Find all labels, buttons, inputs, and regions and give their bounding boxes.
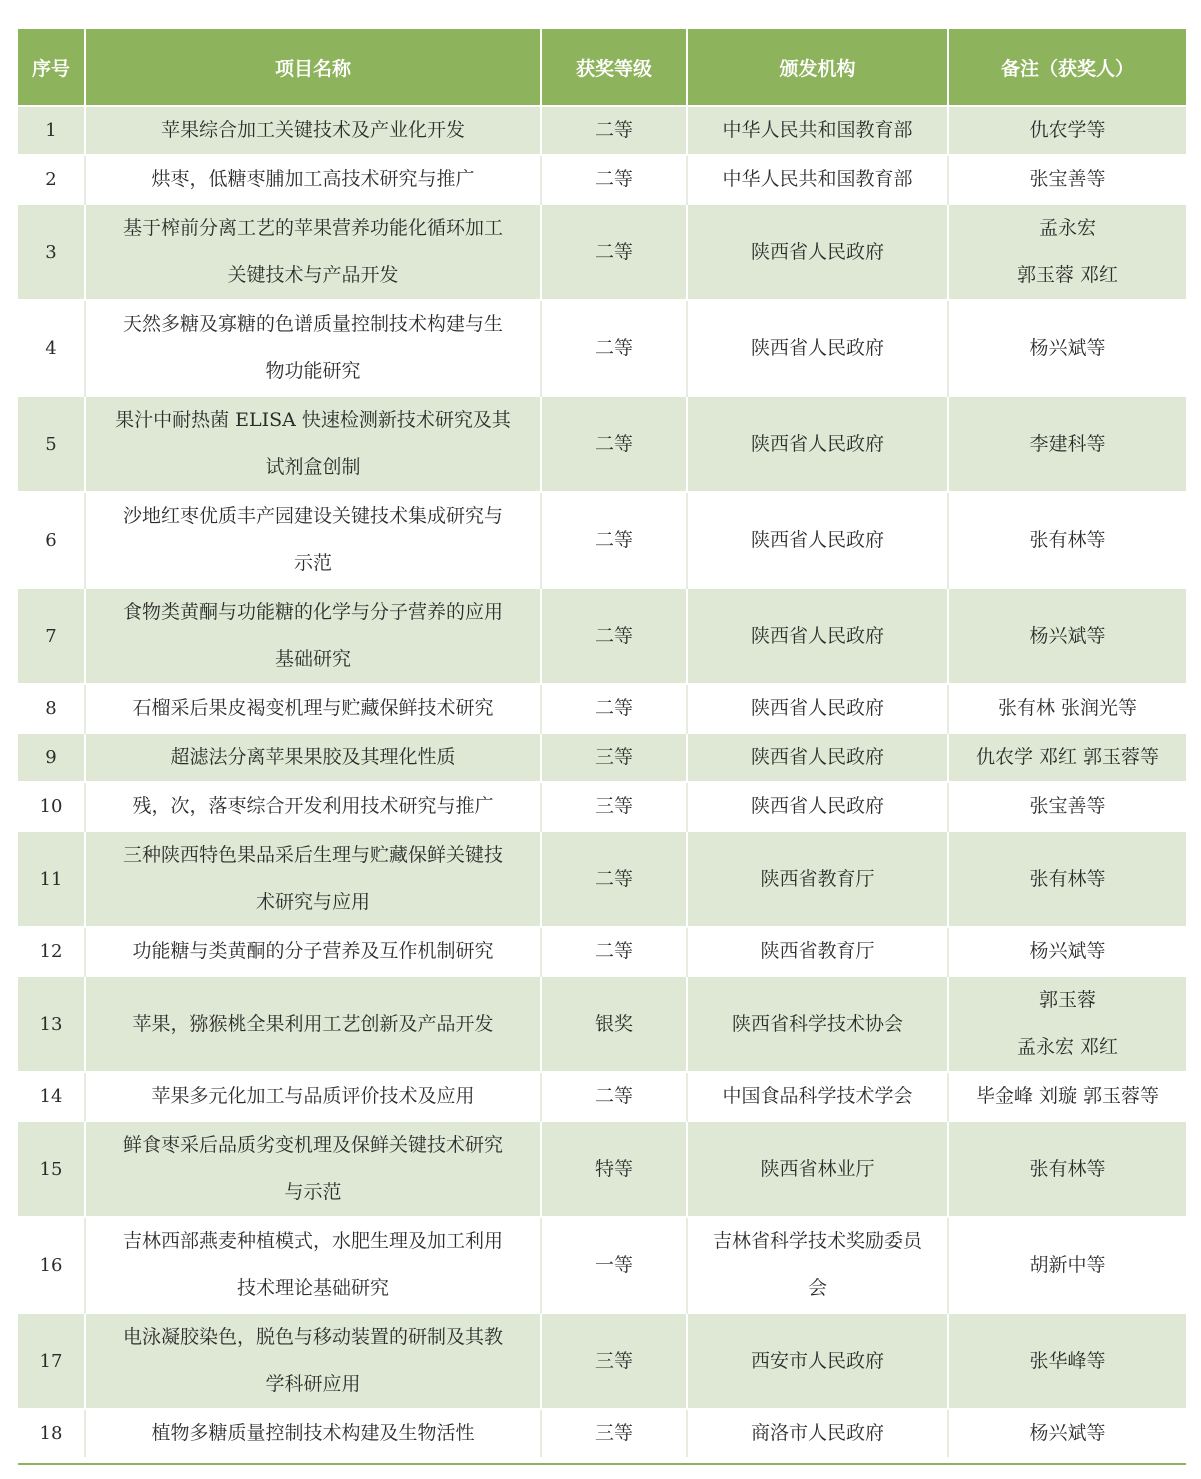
- header-project: 项目名称: [85, 29, 541, 106]
- cell-project-line: 烘枣，低糖枣脯加工高技术研究与推广: [151, 168, 475, 190]
- table-row: [18, 976, 1186, 1072]
- cell-issuer: [687, 927, 948, 976]
- cell-grade: 二等: [541, 106, 687, 155]
- cell-note: [948, 204, 1186, 300]
- cell-project: [85, 1072, 541, 1121]
- cell-index: 1: [18, 106, 85, 155]
- table-header-row: [18, 29, 1186, 106]
- cell-project: [85, 492, 541, 588]
- cell-issuer-line: 中国食品科学技术学会: [722, 1085, 913, 1107]
- cell-issuer-line: 陕西省人民政府: [750, 336, 884, 359]
- cell-note-line: 杨兴斌等: [1029, 1422, 1106, 1444]
- cell-index: 14: [18, 1072, 85, 1121]
- cell-issuer: [687, 1217, 948, 1313]
- cell-issuer-line: 陕西省林业厅: [760, 1157, 875, 1180]
- cell-project-line: 苹果综合加工关键技术及产业化开发: [160, 119, 465, 141]
- cell-issuer-line: 中华人民共和国教育部: [722, 119, 913, 141]
- cell-note: [948, 976, 1186, 1072]
- table-row: [18, 106, 1186, 155]
- cell-issuer: [687, 733, 948, 782]
- cell-issuer-line: 商洛市人民政府: [750, 1422, 884, 1444]
- table-row: [18, 588, 1186, 684]
- cell-project-line: 超滤法分离苹果果胶及其理化性质: [170, 746, 456, 768]
- cell-issuer: [687, 831, 948, 927]
- table-row: [18, 831, 1186, 927]
- header-grade: 获奖等级: [541, 29, 687, 106]
- cell-index: 5: [18, 396, 85, 492]
- cell-index: 15: [18, 1121, 85, 1217]
- cell-index: 11: [18, 831, 85, 927]
- cell-project-line: 基础研究: [274, 648, 351, 670]
- cell-grade: 二等: [541, 492, 687, 588]
- cell-index: 10: [18, 782, 85, 831]
- cell-issuer-line: 陕西省人民政府: [750, 746, 884, 768]
- cell-grade: 特等: [541, 1121, 687, 1217]
- cell-issuer-line: 陕西省人民政府: [750, 795, 884, 817]
- cell-project: [85, 782, 541, 831]
- cell-project: [85, 1217, 541, 1313]
- cell-grade: 三等: [541, 782, 687, 831]
- cell-project-line: 植物多糖质量控制技术构建及生物活性: [151, 1422, 475, 1444]
- cell-note-line: 杨兴斌等: [1029, 336, 1106, 359]
- cell-note-line: 张有林等: [1029, 867, 1106, 890]
- cell-note-line: 张有林 张润光等: [997, 697, 1138, 719]
- cell-grade: 银奖: [541, 976, 687, 1072]
- cell-note: [948, 1217, 1186, 1313]
- cell-note-line: 毕金峰 刘璇 郭玉蓉等: [975, 1085, 1160, 1107]
- cell-project: [85, 927, 541, 976]
- cell-issuer-line: 陕西省科学技术协会: [731, 1012, 903, 1035]
- cell-note-line: 郭玉蓉: [1038, 989, 1096, 1011]
- cell-note-line: 张华峰等: [1029, 1349, 1106, 1372]
- cell-project-line: 三种陕西特色果品采后生理与贮藏保鲜关键技: [122, 844, 503, 866]
- cell-issuer-line: 吉林省科学技术奖励委员: [712, 1230, 922, 1252]
- cell-grade: 二等: [541, 927, 687, 976]
- cell-issuer: [687, 396, 948, 492]
- cell-grade: 三等: [541, 1313, 687, 1409]
- cell-note: [948, 831, 1186, 927]
- cell-project-line: 试剂盒创制: [265, 456, 361, 478]
- cell-project: [85, 300, 541, 396]
- cell-project-line: 电泳凝胶染色，脱色与移动装置的研制及其教: [122, 1326, 503, 1348]
- table-row: [18, 927, 1186, 976]
- cell-issuer: [687, 204, 948, 300]
- cell-project: [85, 733, 541, 782]
- cell-index: 4: [18, 300, 85, 396]
- cell-project-line: 食物类黄酮与功能糖的化学与分子营养的应用: [122, 601, 503, 623]
- cell-project-line: 苹果，猕猴桃全果利用工艺创新及产品开发: [132, 1012, 494, 1035]
- table-row: [18, 1217, 1186, 1313]
- cell-project: [85, 155, 541, 204]
- cell-project: [85, 588, 541, 684]
- cell-issuer: [687, 300, 948, 396]
- cell-note: [948, 396, 1186, 492]
- cell-issuer-line: 陕西省人民政府: [750, 432, 884, 455]
- cell-issuer: [687, 1409, 948, 1457]
- table-row: [18, 1313, 1186, 1409]
- cell-issuer: [687, 588, 948, 684]
- cell-grade: 二等: [541, 588, 687, 684]
- cell-issuer: [687, 782, 948, 831]
- header-note: 备注（获奖人）: [948, 29, 1186, 106]
- table-row: [18, 155, 1186, 204]
- cell-project: [85, 396, 541, 492]
- cell-grade: 三等: [541, 1409, 687, 1457]
- cell-index: 13: [18, 976, 85, 1072]
- cell-grade: 二等: [541, 300, 687, 396]
- cell-grade: 二等: [541, 155, 687, 204]
- cell-note-line: 杨兴斌等: [1029, 940, 1106, 962]
- cell-project: [85, 1409, 541, 1457]
- cell-note-line: 孟永宏 邓红: [1016, 1036, 1119, 1058]
- header-issuer: 颁发机构: [687, 29, 948, 106]
- cell-issuer: [687, 684, 948, 733]
- cell-project: [85, 106, 541, 155]
- cell-index: 9: [18, 733, 85, 782]
- awards-table: [18, 29, 1186, 1457]
- cell-note: [948, 1409, 1186, 1457]
- cell-issuer: [687, 155, 948, 204]
- cell-index: 16: [18, 1217, 85, 1313]
- cell-index: 7: [18, 588, 85, 684]
- cell-note-line: 张有林等: [1029, 528, 1106, 551]
- cell-index: 6: [18, 492, 85, 588]
- cell-project: [85, 976, 541, 1072]
- cell-project-line: 果汁中耐热菌 ELISA 快速检测新技术研究及其: [115, 409, 511, 431]
- cell-note: [948, 588, 1186, 684]
- cell-note-line: 仇农学等: [1029, 119, 1106, 141]
- table-body: [18, 106, 1186, 1457]
- cell-project: [85, 684, 541, 733]
- cell-issuer: [687, 1072, 948, 1121]
- table-row: [18, 1072, 1186, 1121]
- cell-grade: 二等: [541, 396, 687, 492]
- table-row: [18, 1121, 1186, 1217]
- cell-grade: 三等: [541, 733, 687, 782]
- cell-issuer-line: 中华人民共和国教育部: [722, 168, 913, 190]
- cell-project-line: 基于榨前分离工艺的苹果营养功能化循环加工: [122, 217, 503, 239]
- table-row: [18, 1409, 1186, 1457]
- cell-note-line: 仇农学 邓红 郭玉蓉等: [975, 746, 1160, 768]
- cell-issuer-line: 陕西省教育厅: [760, 940, 875, 962]
- cell-project-line: 示范: [293, 552, 332, 574]
- cell-index: 12: [18, 927, 85, 976]
- table-row: [18, 204, 1186, 300]
- cell-grade: 二等: [541, 204, 687, 300]
- cell-index: 17: [18, 1313, 85, 1409]
- cell-index: 3: [18, 204, 85, 300]
- cell-note-line: 孟永宏: [1038, 217, 1096, 239]
- cell-note-line: 李建科等: [1029, 432, 1106, 455]
- table-row: [18, 300, 1186, 396]
- cell-issuer: [687, 1121, 948, 1217]
- cell-project-line: 吉林西部燕麦种植模式，水肥生理及加工利用: [122, 1230, 503, 1252]
- cell-project: [85, 831, 541, 927]
- cell-note-line: 张宝善等: [1029, 168, 1106, 190]
- cell-project: [85, 1313, 541, 1409]
- cell-project: [85, 1121, 541, 1217]
- cell-project-line: 苹果多元化加工与品质评价技术及应用: [151, 1085, 475, 1107]
- cell-project-line: 功能糖与类黄酮的分子营养及互作机制研究: [132, 940, 494, 962]
- cell-note: [948, 782, 1186, 831]
- cell-project-line: 沙地红枣优质丰产园建设关键技术集成研究与: [122, 505, 503, 527]
- cell-project-line: 天然多糖及寡糖的色谱质量控制技术构建与生: [122, 313, 503, 335]
- header-index: 序号: [18, 29, 85, 106]
- table-row: [18, 396, 1186, 492]
- cell-note-line: 张宝善等: [1029, 795, 1106, 817]
- cell-note-line: 胡新中等: [1029, 1253, 1106, 1276]
- cell-note: [948, 155, 1186, 204]
- cell-issuer-line: 陕西省教育厅: [760, 867, 875, 890]
- table-row: [18, 782, 1186, 831]
- cell-note: [948, 684, 1186, 733]
- cell-project-line: 石榴采后果皮褐变机理与贮藏保鲜技术研究: [132, 697, 494, 719]
- cell-issuer: [687, 1313, 948, 1409]
- cell-issuer-line: 西安市人民政府: [750, 1349, 884, 1372]
- cell-issuer-line: 陕西省人民政府: [750, 240, 884, 263]
- cell-note: [948, 733, 1186, 782]
- cell-grade: 二等: [541, 1072, 687, 1121]
- cell-note: [948, 927, 1186, 976]
- cell-note: [948, 1313, 1186, 1409]
- table-row: [18, 684, 1186, 733]
- cell-note: [948, 1121, 1186, 1217]
- cell-note: [948, 1072, 1186, 1121]
- cell-project-line: 术研究与应用: [255, 891, 370, 913]
- table-row: [18, 733, 1186, 782]
- cell-note-line: 张有林等: [1029, 1157, 1106, 1180]
- cell-index: 8: [18, 684, 85, 733]
- cell-project-line: 关键技术与产品开发: [227, 264, 399, 286]
- cell-issuer: [687, 106, 948, 155]
- cell-note: [948, 300, 1186, 396]
- cell-issuer-line: 会: [807, 1277, 827, 1299]
- cell-issuer: [687, 976, 948, 1072]
- cell-project-line: 学科研应用: [265, 1373, 361, 1395]
- cell-issuer: [687, 492, 948, 588]
- cell-project-line: 鲜食枣采后品质劣变机理及保鲜关键技术研究: [122, 1134, 503, 1156]
- cell-note: [948, 106, 1186, 155]
- cell-project-line: 与示范: [284, 1181, 342, 1203]
- cell-index: 18: [18, 1409, 85, 1457]
- cell-grade: 一等: [541, 1217, 687, 1313]
- table-row: [18, 492, 1186, 588]
- table-bottom-rule: [18, 1463, 1186, 1465]
- cell-note-line: 郭玉蓉 邓红: [1016, 264, 1119, 286]
- cell-index: 2: [18, 155, 85, 204]
- cell-project-line: 物功能研究: [265, 360, 361, 382]
- cell-note-line: 杨兴斌等: [1029, 624, 1106, 647]
- cell-project-line: 技术理论基础研究: [236, 1277, 389, 1299]
- cell-note: [948, 492, 1186, 588]
- cell-project: [85, 204, 541, 300]
- cell-grade: 二等: [541, 684, 687, 733]
- cell-issuer-line: 陕西省人民政府: [750, 624, 884, 647]
- cell-project-line: 残，次，落枣综合开发利用技术研究与推广: [132, 795, 494, 817]
- cell-issuer-line: 陕西省人民政府: [750, 697, 884, 719]
- cell-grade: 二等: [541, 831, 687, 927]
- cell-issuer-line: 陕西省人民政府: [750, 528, 884, 551]
